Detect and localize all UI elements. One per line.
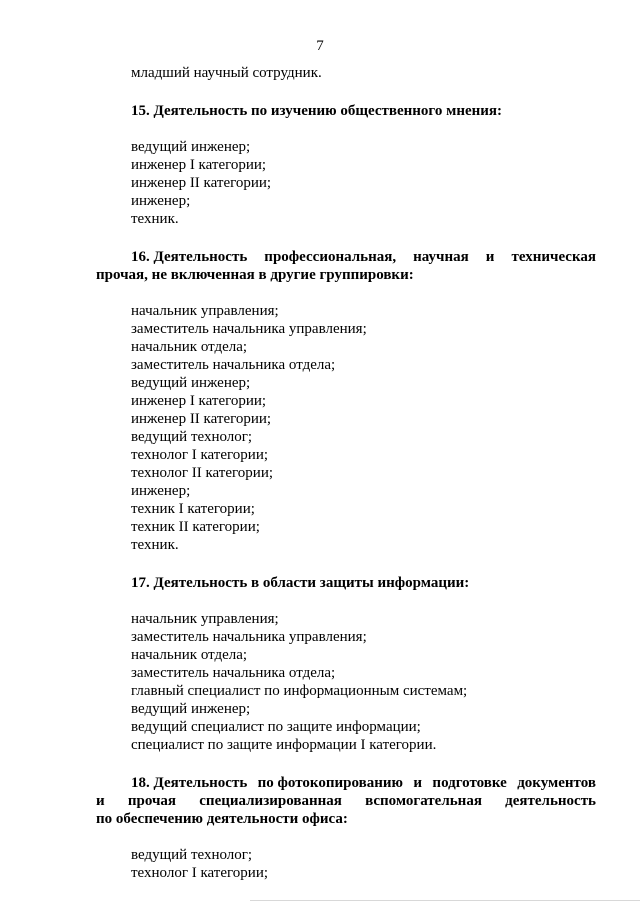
list-item: начальник управления; bbox=[131, 303, 279, 319]
heading-word: 16. Деятельность bbox=[131, 249, 248, 265]
list-item: заместитель начальника отдела; bbox=[131, 665, 336, 681]
list-item: ведущий инженер; bbox=[131, 139, 251, 155]
list-item: технолог I категории; bbox=[131, 865, 269, 881]
heading-word: специализированная bbox=[199, 793, 342, 809]
list-item: инженер II категории; bbox=[131, 411, 272, 427]
list-item: инженер I категории; bbox=[131, 393, 267, 409]
section-17-heading: 17. Деятельность в области защиты информации: bbox=[131, 575, 470, 591]
heading-word: деятельность bbox=[505, 793, 596, 809]
heading-word: научная bbox=[413, 249, 469, 265]
list-item: инженер; bbox=[131, 193, 191, 209]
scan-edge-line bbox=[250, 900, 640, 901]
section-15-list bbox=[96, 138, 596, 228]
section-18-heading-line-1 bbox=[96, 774, 596, 792]
list-item: главный специалист по информационным системам; bbox=[131, 683, 468, 699]
list-item: заместитель начальника управления; bbox=[131, 629, 367, 645]
list-item: ведущий инженер; bbox=[131, 375, 251, 391]
section-18-heading-line-2 bbox=[96, 792, 596, 810]
list-item: техник. bbox=[131, 537, 179, 553]
heading-word: профессиональная, bbox=[264, 249, 397, 265]
section-16-heading bbox=[96, 248, 596, 284]
heading-word: по фотокопированию bbox=[257, 775, 403, 791]
heading-word: вспомогательная bbox=[365, 793, 482, 809]
section-16-heading-line-1 bbox=[96, 248, 596, 266]
list-item: технолог I категории; bbox=[131, 447, 269, 463]
list-item: специалист по защите информации I категории. bbox=[131, 737, 437, 753]
section-18-list bbox=[96, 846, 596, 882]
intro-line: младший научный сотрудник. bbox=[131, 65, 322, 81]
section-17-list bbox=[96, 610, 596, 754]
list-item: инженер I категории; bbox=[131, 157, 267, 173]
list-item: техник. bbox=[131, 211, 179, 227]
heading-word: 18. Деятельность bbox=[131, 775, 248, 791]
section-16-list bbox=[96, 302, 596, 554]
list-item: ведущий технолог; bbox=[131, 429, 253, 445]
heading-word: техническая bbox=[511, 249, 596, 265]
heading-word: подготовке bbox=[432, 775, 507, 791]
section-15-heading: 15. Деятельность по изучению общественного мнения: bbox=[131, 103, 503, 119]
heading-word: прочая bbox=[127, 793, 177, 809]
heading-word: и bbox=[96, 793, 105, 809]
list-item: начальник управления; bbox=[131, 611, 279, 627]
heading-word: документов bbox=[517, 775, 596, 791]
heading-word: и bbox=[413, 775, 423, 791]
list-item: заместитель начальника отдела; bbox=[131, 357, 336, 373]
document-body bbox=[96, 64, 596, 882]
list-item: начальник отдела; bbox=[131, 647, 248, 663]
section-18-heading bbox=[96, 774, 596, 828]
heading-word: и bbox=[485, 249, 495, 265]
list-item: техник I категории; bbox=[131, 501, 255, 517]
list-item: техник II категории; bbox=[131, 519, 260, 535]
list-item: инженер; bbox=[131, 483, 191, 499]
list-item: ведущий специалист по защите информации; bbox=[131, 719, 421, 735]
list-item: заместитель начальника управления; bbox=[131, 321, 367, 337]
list-item: технолог II категории; bbox=[131, 465, 274, 481]
list-item: начальник отдела; bbox=[131, 339, 248, 355]
list-item: ведущий инженер; bbox=[131, 701, 251, 717]
list-item: инженер II категории; bbox=[131, 175, 272, 191]
page-number: 7 bbox=[316, 38, 324, 54]
section-18-heading-line-3: по обеспечению деятельности офиса: bbox=[96, 811, 348, 827]
section-16-heading-line-2: прочая, не включенная в другие группировки: bbox=[96, 267, 414, 283]
list-item: ведущий технолог; bbox=[131, 847, 253, 863]
